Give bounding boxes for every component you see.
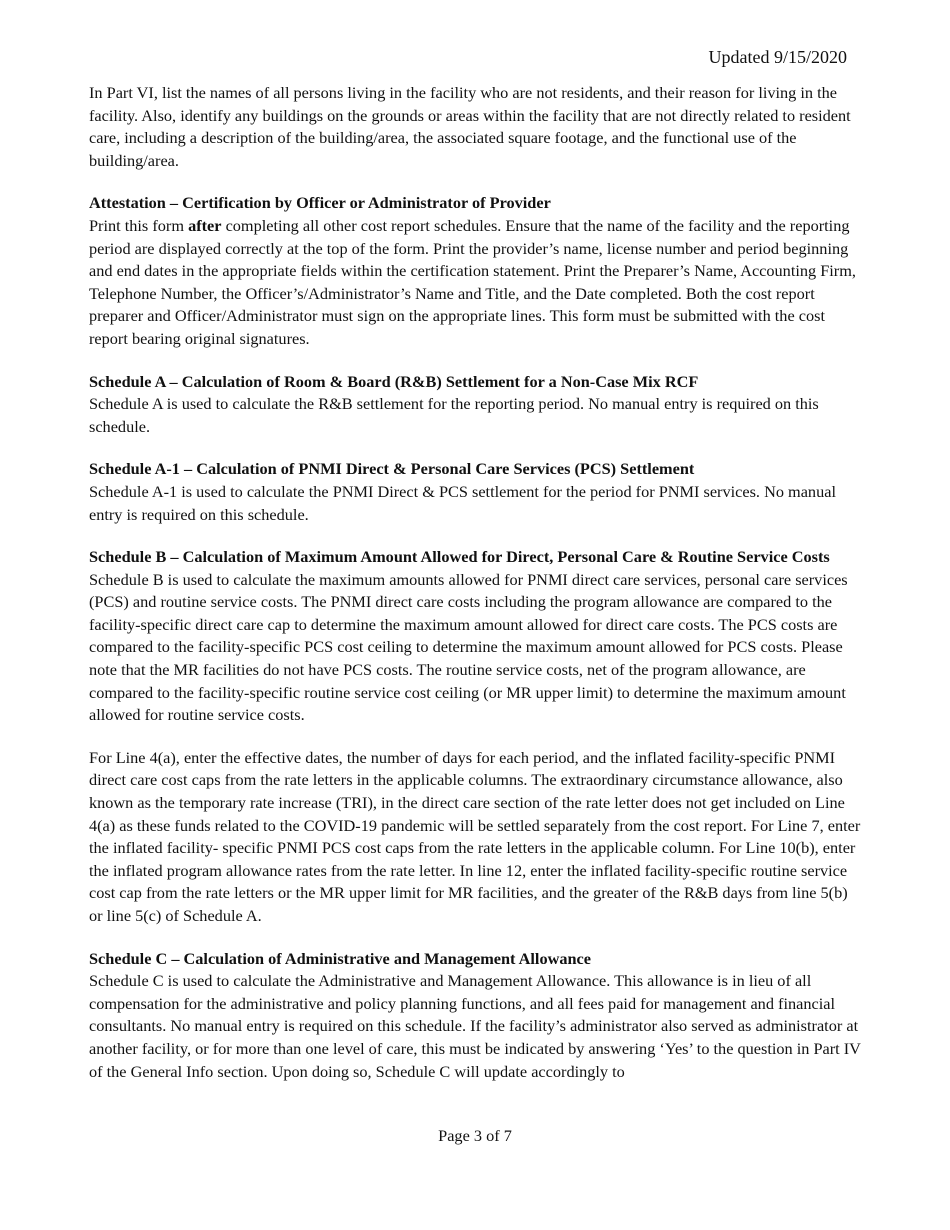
- schedule-b-heading: Schedule B – Calculation of Maximum Amount Allowed for Direct, Personal Care & Routine Service Costs: [89, 547, 830, 567]
- part-vi-paragraph: In Part VI, list the names of all persons living in the facility who are not residents, and their reason for living in the facility. Also, identify any buildings on the grounds or areas within the facility that are not directly related to resident care, including a description of the building/area, the associated square footage, and the functional use of the building/area.: [89, 83, 851, 170]
- schedule-b-lines-section: [89, 747, 863, 928]
- schedule-b-paragraph-1: Schedule B is used to calculate the maximum amounts allowed for PNMI direct care services, personal care services (PCS) and routine service costs. The PNMI direct care costs including the program allowance are compared to the facility-specific direct care cap to determine the maximum amount allowed for direct care costs. The PCS costs are compared to the facility-specific PCS cost ceiling to determine the maximum amount allowed for PCS costs. Please note that the MR facilities do not have PCS costs. The routine service costs, net of the program allowance, are compared to the facility-specific routine service cost ceiling (or MR upper limit) to determine the maximum amount allowed for routine service costs.: [89, 569, 848, 725]
- schedule-a1-heading: Schedule A-1 – Calculation of PNMI Direct & Personal Care Services (PCS) Settlement: [89, 459, 695, 479]
- part-vi-section: [89, 82, 863, 172]
- attestation-section: [89, 192, 863, 350]
- schedule-c-heading: Schedule C – Calculation of Administrative and Management Allowance: [89, 948, 592, 968]
- document-body: [89, 82, 863, 1103]
- schedule-a-paragraph: Schedule A is used to calculate the R&B settlement for the reporting period. No manual entry is required on this schedule.: [89, 394, 819, 436]
- updated-date: Updated 9/15/2020: [708, 47, 847, 67]
- schedule-b-paragraph-2: For Line 4(a), enter the effective dates, the number of days for each period, and the inflated facility-specific PNMI direct care cost caps from the rate letters in the applicable columns. The extraordinary circumstance allowance, also known as the temporary rate increase (TRI), in the direct care section of the rate letter does not get included on Line 4(a) as these funds related to the COVID-19 pandemic will be settled separately from the cost report. For Line 7, enter the inflated facility- specific PNMI PCS cost caps from the rate letters in the applicable column. For Line 10(b), enter the inflated program allowance rates from the rate letter. In line 12, enter the inflated facility-specific routine service cost cap from the rate letters or the MR upper limit for MR facilities, and the greater of the R&B days from line 5(b) or line 5(c) of Schedule A.: [89, 747, 861, 925]
- attestation-bold-word: after: [188, 215, 222, 235]
- attestation-paragraph: [89, 215, 863, 351]
- schedule-a1-section: [89, 458, 863, 526]
- schedule-c-section: [89, 948, 863, 1084]
- schedule-b-section: [89, 546, 863, 727]
- schedule-a1-paragraph: Schedule A-1 is used to calculate the PNMI Direct & PCS settlement for the period for PNMI services. No manual entry is required on this schedule.: [89, 481, 836, 524]
- schedule-c-paragraph: Schedule C is used to calculate the Administrative and Management Allowance. This allowance is in lieu of all compensation for the administrative and policy planning functions, and all fees paid for management and financial consultants. No manual entry is required on this schedule. If the facility’s administrator also served as administrator at another facility, or for more than one level of care, this must be indicated by answering ‘Yes’ to the question in Part IV of the General Info section. Upon doing so, Schedule C will update accordingly to: [89, 971, 861, 1081]
- page-number: Page 3 of 7: [438, 1126, 512, 1145]
- schedule-a-heading: Schedule A – Calculation of Room & Board (R&B) Settlement for a Non-Case Mix RCF: [89, 371, 699, 391]
- schedule-a-section: [89, 371, 863, 439]
- attestation-text-end: completing all other cost report schedules. Ensure that the name of the facility and the reporting period are displayed correctly at the top of the form. Print the provider’s name, license number and period beginning and end dates in the appropriate fields within the certification statement. Print the Preparer’s Name, Accounting Firm, Telephone Number, the Officer’s/Administrator’s Name and Title, and the Date completed. Both the cost report preparer and Officer/Administrator must sign on the appropriate lines. This form must be submitted with the cost report bearing original signatures.: [89, 215, 856, 348]
- attestation-text-start: Print this form: [89, 215, 189, 235]
- attestation-heading: Attestation – Certification by Officer or Administrator of Provider: [89, 193, 551, 213]
